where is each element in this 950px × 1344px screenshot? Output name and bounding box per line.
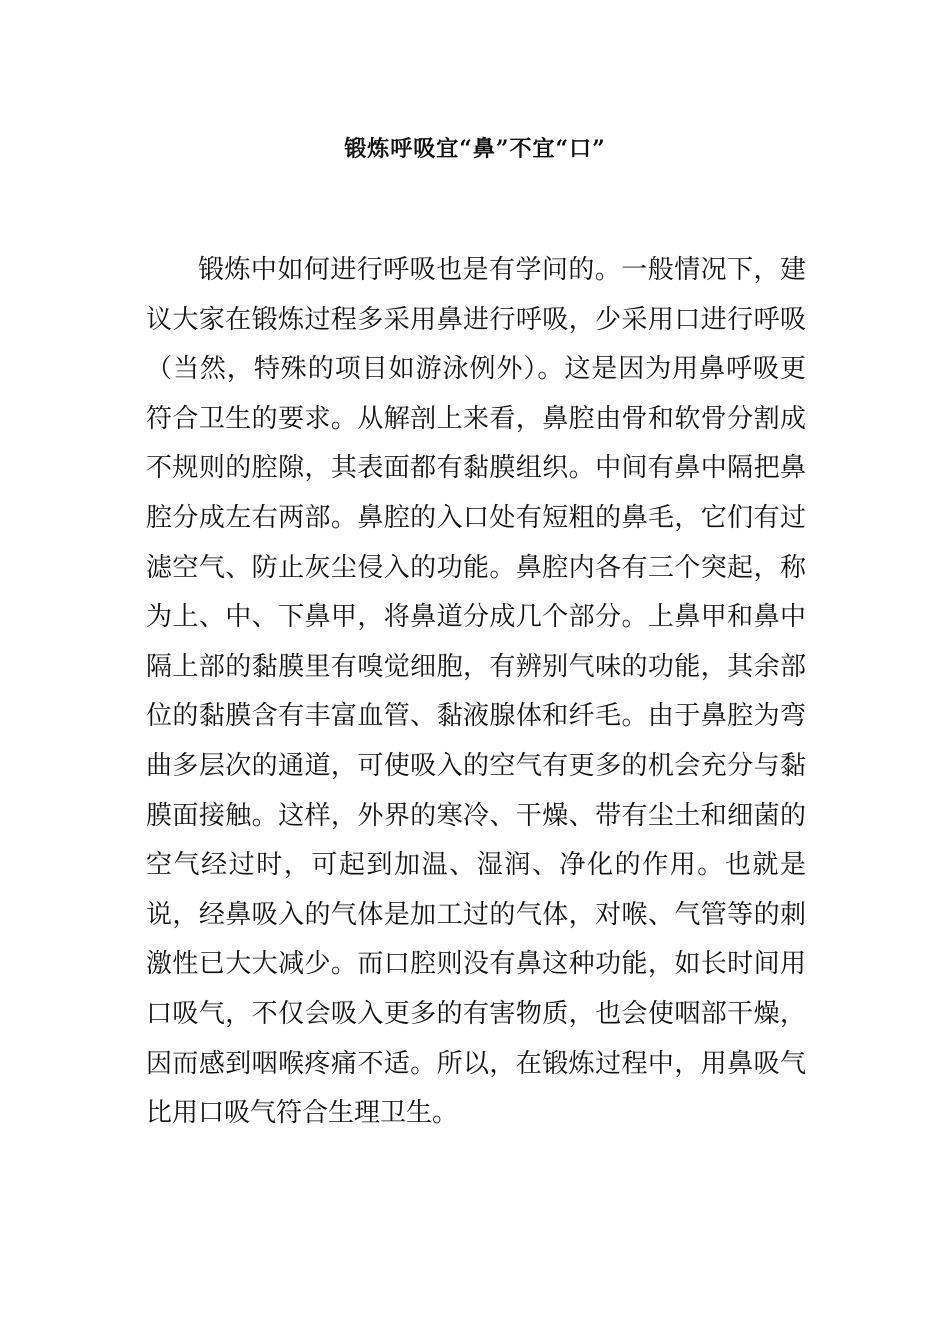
body-paragraph: 锻炼中如何进行呼吸也是有学问的。一般情况下，建议大家在锻炼过程多采用鼻进行呼吸，少采用口进行呼吸（当然，特殊的项目如游泳例外）。这是因为用鼻呼吸更符合卫生的要求。从解剖上来看，鼻腔由骨和软骨分割成不规则的腔隙，其表面都有黏膜组织。中间有鼻中隔把鼻腔分成左右两部。鼻腔的入口处有短粗的鼻毛，它们有过滤空气、防止灰尘侵入的功能。鼻腔内各有三个突起，称为上、中、下鼻甲，将鼻道分成几个部分。上鼻甲和鼻中隔上部的黏膜里有嗅觉细胞，有辨别气味的功能，其余部位的黏膜含有丰富血管、黏液腺体和纤毛。由于鼻腔为弯曲多层次的通道，可使吸入的空气有更多的机会充分与黏膜面接触。这样，外界的寒冷、干燥、带有尘土和细菌的空气经过时，可起到加温、湿润、净化的作用。也就是说，经鼻吸入的气体是加工过的气体，对喉、气管等的刺激性已大大减少。而口腔则没有鼻这种功能，如长时间用口吸气，不仅会吸入更多的有害物质，也会使咽部干燥，因而感到咽喉疼痛不适。所以，在锻炼过程中，用鼻吸气比用口吸气符合生理卫生。 bbox=[146, 255, 806, 1129]
document-title: 锻炼呼吸宜“鼻”不宜“口” bbox=[344, 136, 606, 162]
